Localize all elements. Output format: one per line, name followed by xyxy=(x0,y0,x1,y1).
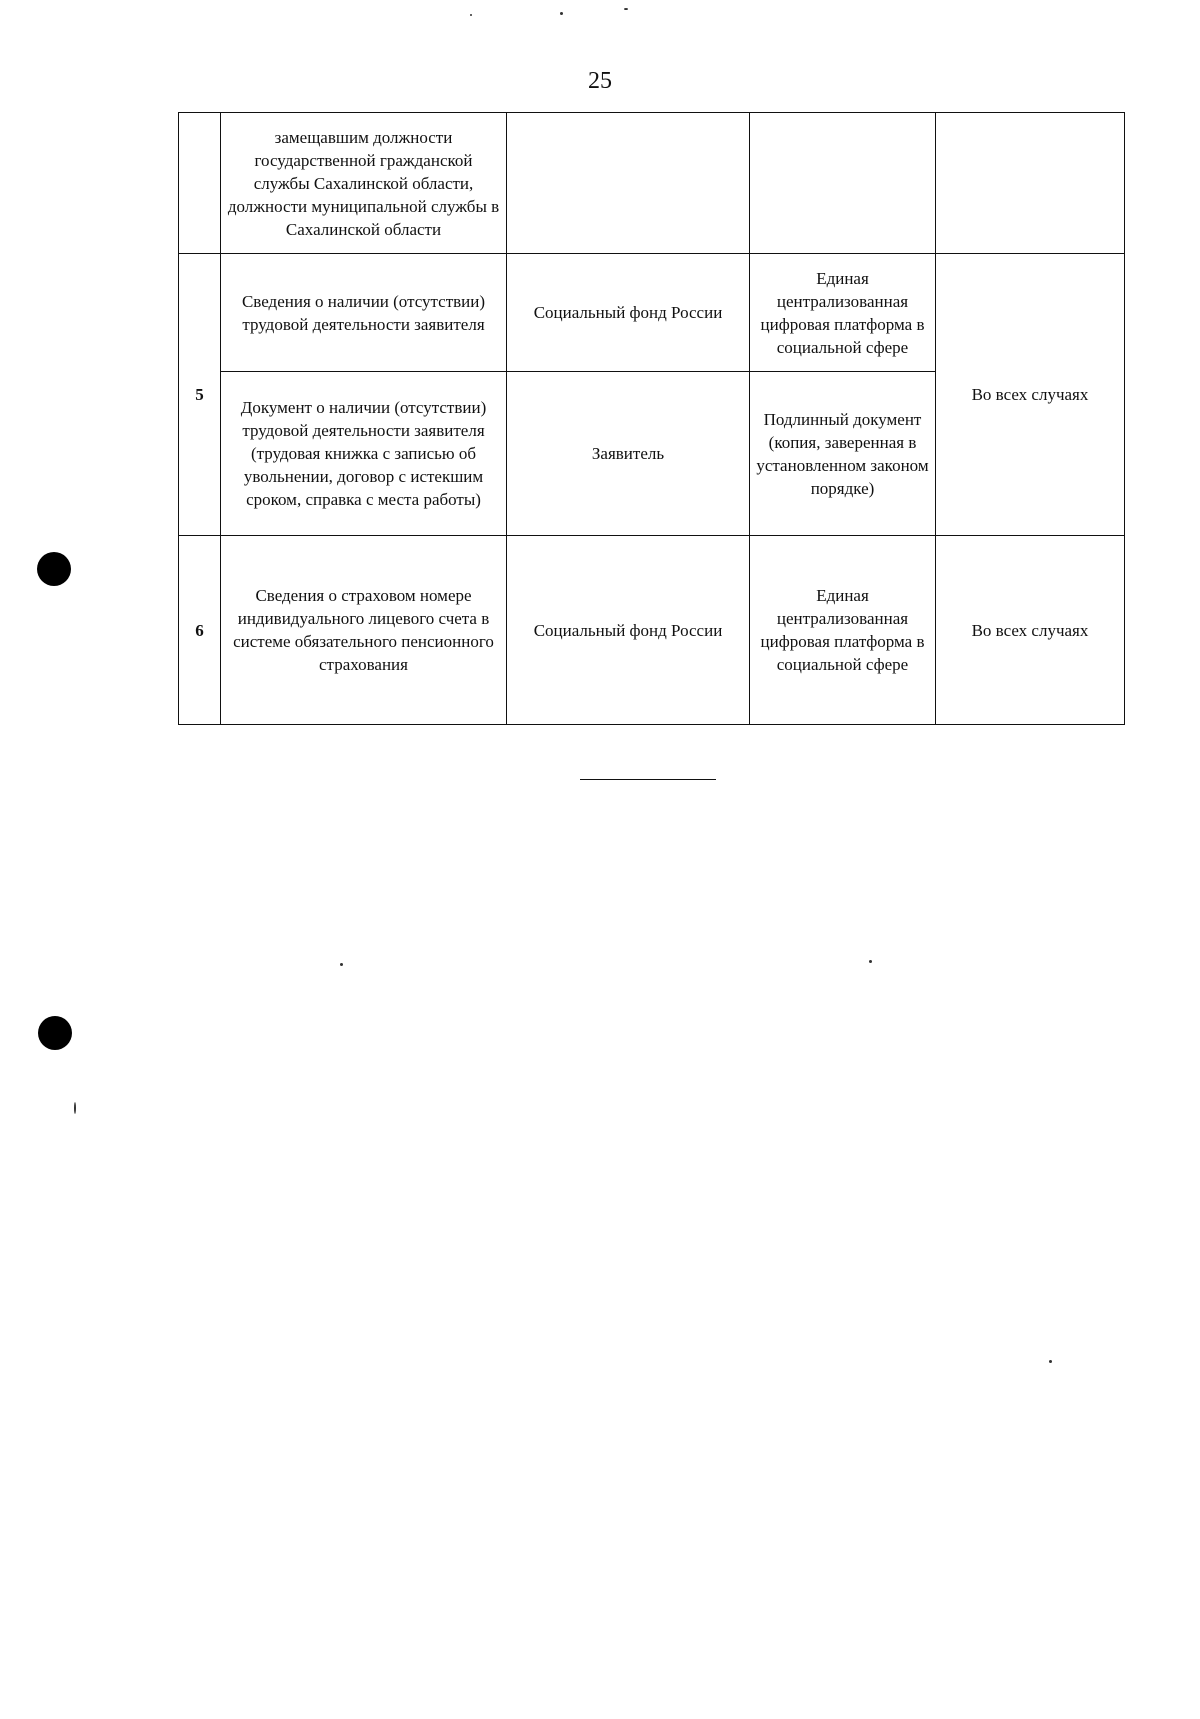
condition-cell: Во всех случаях xyxy=(936,254,1125,536)
documents-table xyxy=(178,112,1125,725)
document-cell: Сведения о страховом номере индивидуального лицевого счета в системе обязательного пенсионного страхования xyxy=(221,536,507,725)
page-number: 25 xyxy=(588,68,612,94)
table-row xyxy=(179,113,1125,254)
document-cell: замещавшим должности государственной гражданской службы Сахалинской области, должности муниципальной службы в Сахалинской области xyxy=(221,113,507,254)
form-cell: Единая централизованная цифровая платформа в социальной сфере xyxy=(750,536,936,725)
end-separator-line xyxy=(580,779,716,780)
row-number-cell xyxy=(179,113,221,254)
scan-speck xyxy=(340,963,343,966)
table-row xyxy=(179,536,1125,725)
scan-speck xyxy=(470,14,472,16)
source-cell: Социальный фонд России xyxy=(507,254,750,372)
form-cell: Единая централизованная цифровая платформа в социальной сфере xyxy=(750,254,936,372)
source-cell: Заявитель xyxy=(507,372,750,536)
scan-speck xyxy=(624,8,628,10)
source-cell xyxy=(507,113,750,254)
condition-cell: Во всех случаях xyxy=(936,536,1125,725)
form-cell xyxy=(750,113,936,254)
table-row xyxy=(179,254,1125,372)
scan-speck xyxy=(869,960,872,963)
row-number-cell: 5 xyxy=(179,254,221,536)
row-number-cell: 6 xyxy=(179,536,221,725)
scan-speck xyxy=(1049,1360,1052,1363)
document-cell: Документ о наличии (отсутствии) трудовой деятельности заявителя (трудовая книжка с записью об увольнении, договор с истекшим сроком, справка с места работы) xyxy=(221,372,507,536)
scan-speck xyxy=(74,1102,76,1114)
form-cell: Подлинный документ (копия, заверенная в установленном законом порядке) xyxy=(750,372,936,536)
document-cell: Сведения о наличии (отсутствии) трудовой деятельности заявителя xyxy=(221,254,507,372)
punch-hole-bottom xyxy=(38,1016,72,1050)
condition-cell xyxy=(936,113,1125,254)
source-cell: Социальный фонд России xyxy=(507,536,750,725)
punch-hole-top xyxy=(37,552,71,586)
scan-speck xyxy=(560,12,563,15)
